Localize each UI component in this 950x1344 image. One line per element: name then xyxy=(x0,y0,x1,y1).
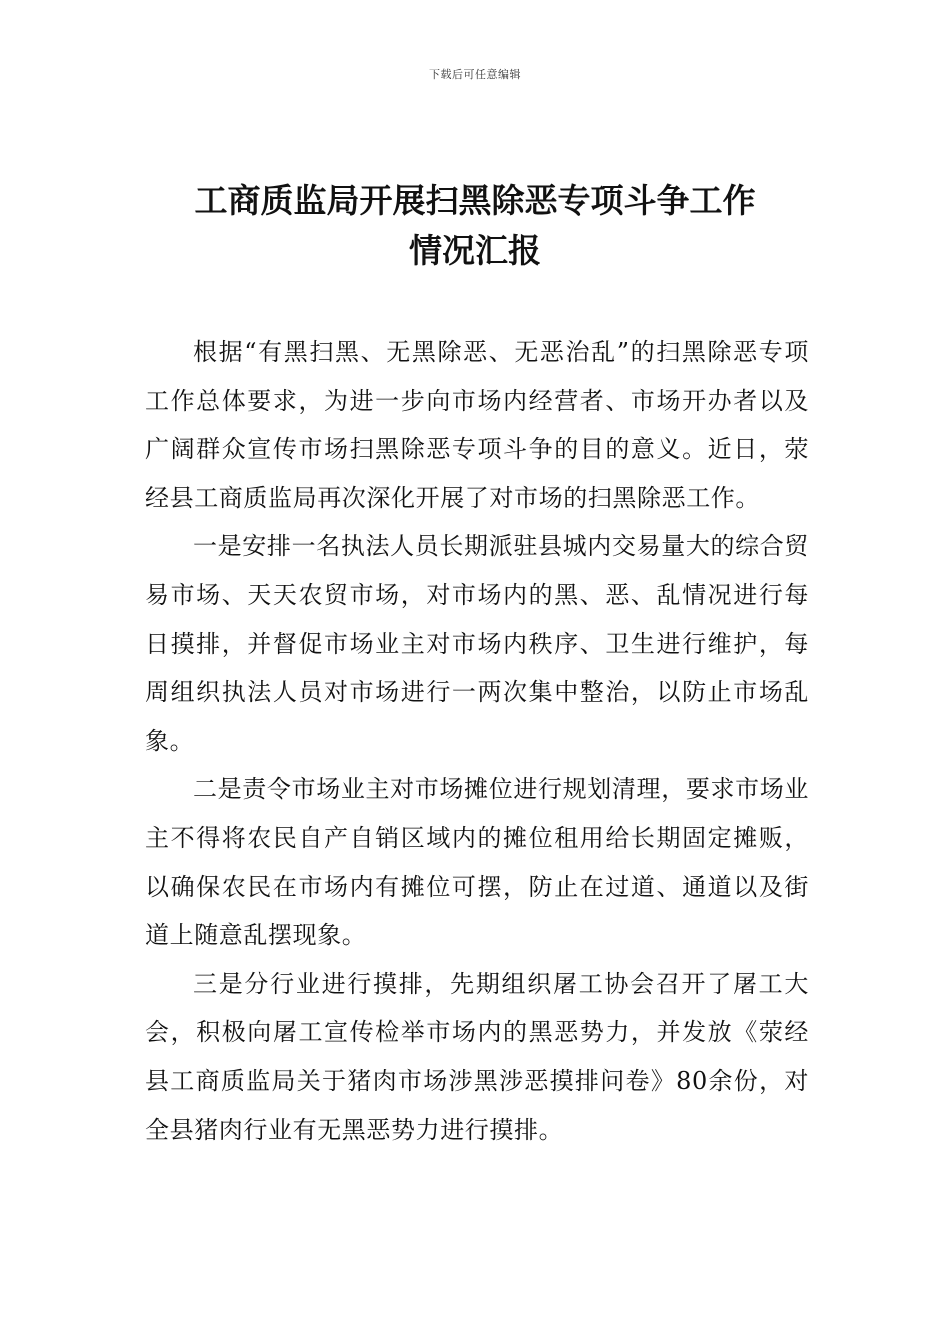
document-title xyxy=(120,176,830,276)
title-line-2: 情况汇报 xyxy=(409,231,541,270)
paragraph-measure-two: 二是责令市场业主对市场摊位进行规划清理，要求市场业主不得将农民自产自销区域内的摊位租用给长期固定摊贩，以确保农民在市场内有摊位可摆，防止在过道、通道以及街道上随意乱摆现象。 xyxy=(145,775,809,950)
header-note: 下载后可任意编辑 xyxy=(429,68,521,81)
document-body xyxy=(145,328,809,1154)
paragraph-intro: 根据“有黑扫黑、无黑除恶、无恶治乱”的扫黑除恶专项工作总体要求，为进一步向市场内经营者、市场开办者以及广阔群众宣传市场扫黑除恶专项斗争的目的意义。近日，荥经县工商质监局再次深化开展了对市场的扫黑除恶工作。 xyxy=(145,338,809,512)
paragraph-measure-three: 三是分行业进行摸排，先期组织屠工协会召开了屠工大会，积极向屠工宣传检举市场内的黑恶势力，并发放《荥经县工商质监局关于猪肉市场涉黑涉恶摸排问卷》80余份，对全县猪肉行业有无黑恶势力进行摸排。 xyxy=(145,969,809,1144)
title-line-1: 工商质监局开展扫黑除恶专项斗争工作 xyxy=(194,181,756,220)
paragraph-measure-one: 一是安排一名执法人员长期派驻县城内交易量大的综合贸易市场、天天农贸市场，对市场内的黑、恶、乱情况进行每日摸排，并督促市场业主对市场内秩序、卫生进行维护，每周组织执法人员对市场进行一两次集中整治，以防止市场乱象。 xyxy=(145,532,809,755)
